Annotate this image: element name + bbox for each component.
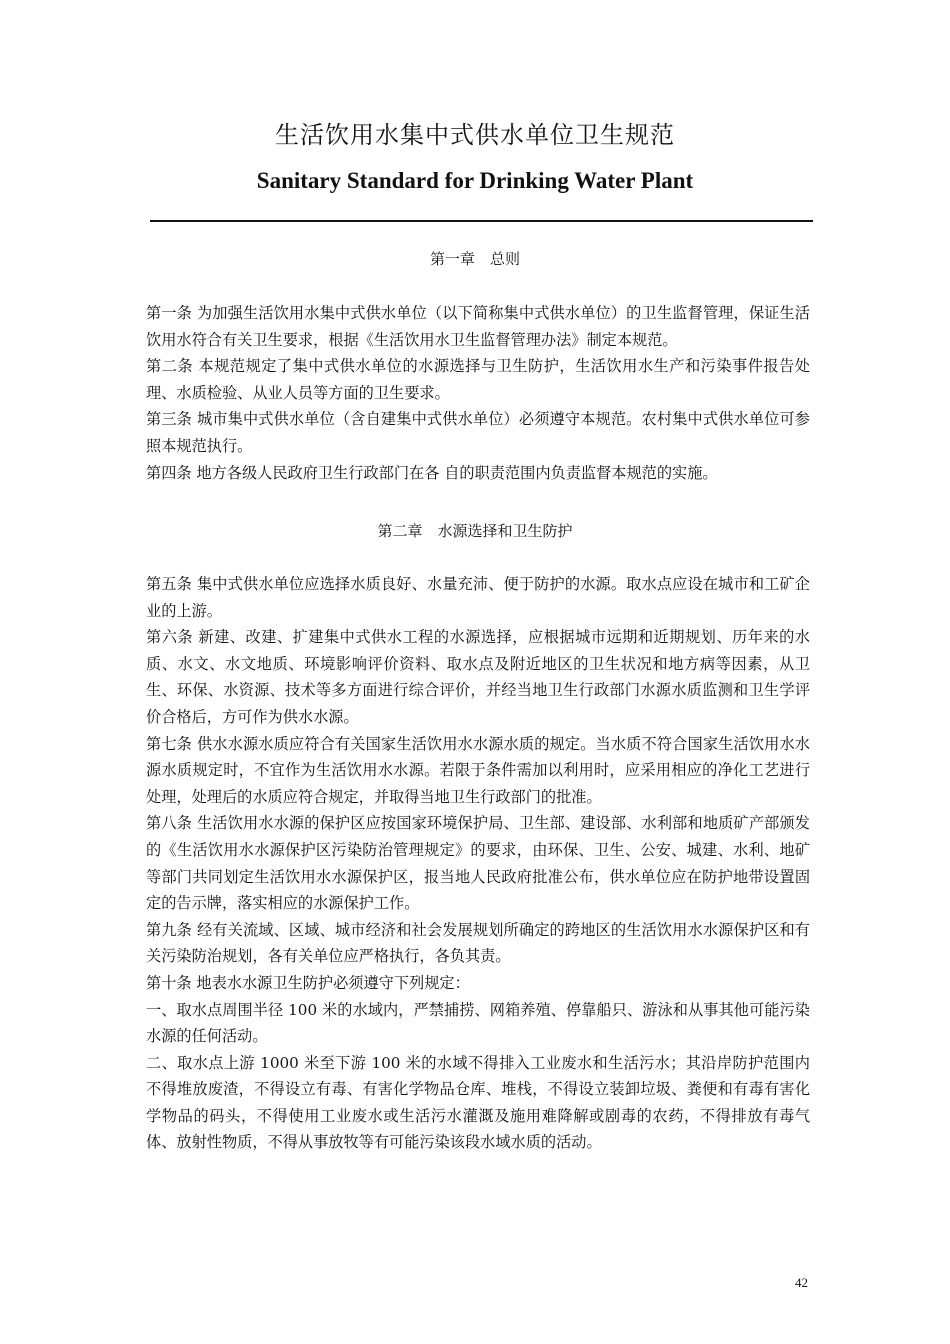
chapter-2-heading: 第二章 水源选择和卫生防护 [377,522,573,540]
article-7: 第七条 供水水源水质应符合有关国家生活饮用水水源水质的规定。当水质不符合国家生活饮用水水源水质规定时，不宜作为生活饮用水水源。若限于条件需加以利用时，应采用相应的净化工艺进行处理，处理后的水质应符合规定，并取得当地卫生行政部门的批准。 [146,734,810,806]
chapter-2-body [146,571,810,1156]
chapter-1-body [146,300,810,486]
document-title-english: Sanitary Standard for Drinking Water Plant [256,168,694,193]
article-10-item-1: 一、取水点周围半径 100 米的水域内，严禁捕捞、网箱养殖、停靠船只、游泳和从事其他可能污染水源的任何活动。 [146,1000,810,1046]
article-4: 第四条 地方各级人民政府卫生行政部门在各 自的职责范围内负责监督本规范的实施。 [146,463,718,482]
article-10-item-2: 二、取水点上游 1000 米至下游 100 米的水域不得排入工业废水和生活污水；其沿岸防护范围内不得堆放废渣，不得设立有毒、有害化学物品仓库、堆栈，不得设立装卸垃圾、粪便和有毒有害化学物品的码头，不得使用工业废水或生活污水灌溉及施用难降解或剧毒的农药，不得排放有毒气体、放射性物质，不得从事放牧等有可能污染该段水域水质的活动。 [146,1053,810,1152]
article-10: 第十条 地表水水源卫生防护必须遵守下列规定： [146,973,470,992]
article-2: 第二条 本规范规定了集中式供水单位的水源选择与卫生防护，生活饮用水生产和污染事件报告处理、水质检验、从业人员等方面的卫生要求。 [146,357,810,402]
document-title-chinese: 生活饮用水集中式供水单位卫生规范 [275,121,675,149]
article-5: 第五条 集中式供水单位应选择水质良好、水量充沛、便于防护的水源。取水点应设在城市和工矿企业的上游。 [146,575,810,620]
page-number: 42 [795,1275,808,1290]
chapter-1-heading: 第一章 总则 [429,250,520,268]
article-6: 第六条 新建、改建、扩建集中式供水工程的水源选择，应根据城市远期和近期规划、历年来的水质、水文、水文地质、环境影响评价资料、取水点及附近地区的卫生状况和地方病等因素，从卫生、环保、水资源、技术等多方面进行综合评价，并经当地卫生行政部门水源水质监测和卫生学评价合格后，方可作为供水水源。 [146,628,810,726]
article-8: 第八条 生活饮用水水源的保护区应按国家环境保护局、卫生部、建设部、水利部和地质矿产部颁发的《生活饮用水水源保护区污染防治管理规定》的要求，由环保、卫生、公安、城建、水利、地矿等部门共同划定生活饮用水水源保护区，报当地人民政府批准公布，供水单位应在防护地带设置固定的告示牌，落实相应的水源保护工作。 [146,814,810,913]
article-3: 第三条 城市集中式供水单位（含自建集中式供水单位）必须遵守本规范。农村集中式供水单位可参照本规范执行。 [146,410,810,455]
title-divider [150,220,813,222]
article-9: 第九条 经有关流域、区域、城市经济和社会发展规划所确定的跨地区的生活饮用水水源保护区和有关污染防治规划，各有关单位应严格执行，各负其责。 [146,920,810,966]
article-1: 第一条 为加强生活饮用水集中式供水单位（以下简称集中式供水单位）的卫生监督管理，保证生活饮用水符合有关卫生要求，根据《生活饮用水卫生监督管理办法》制定本规范。 [146,304,810,349]
